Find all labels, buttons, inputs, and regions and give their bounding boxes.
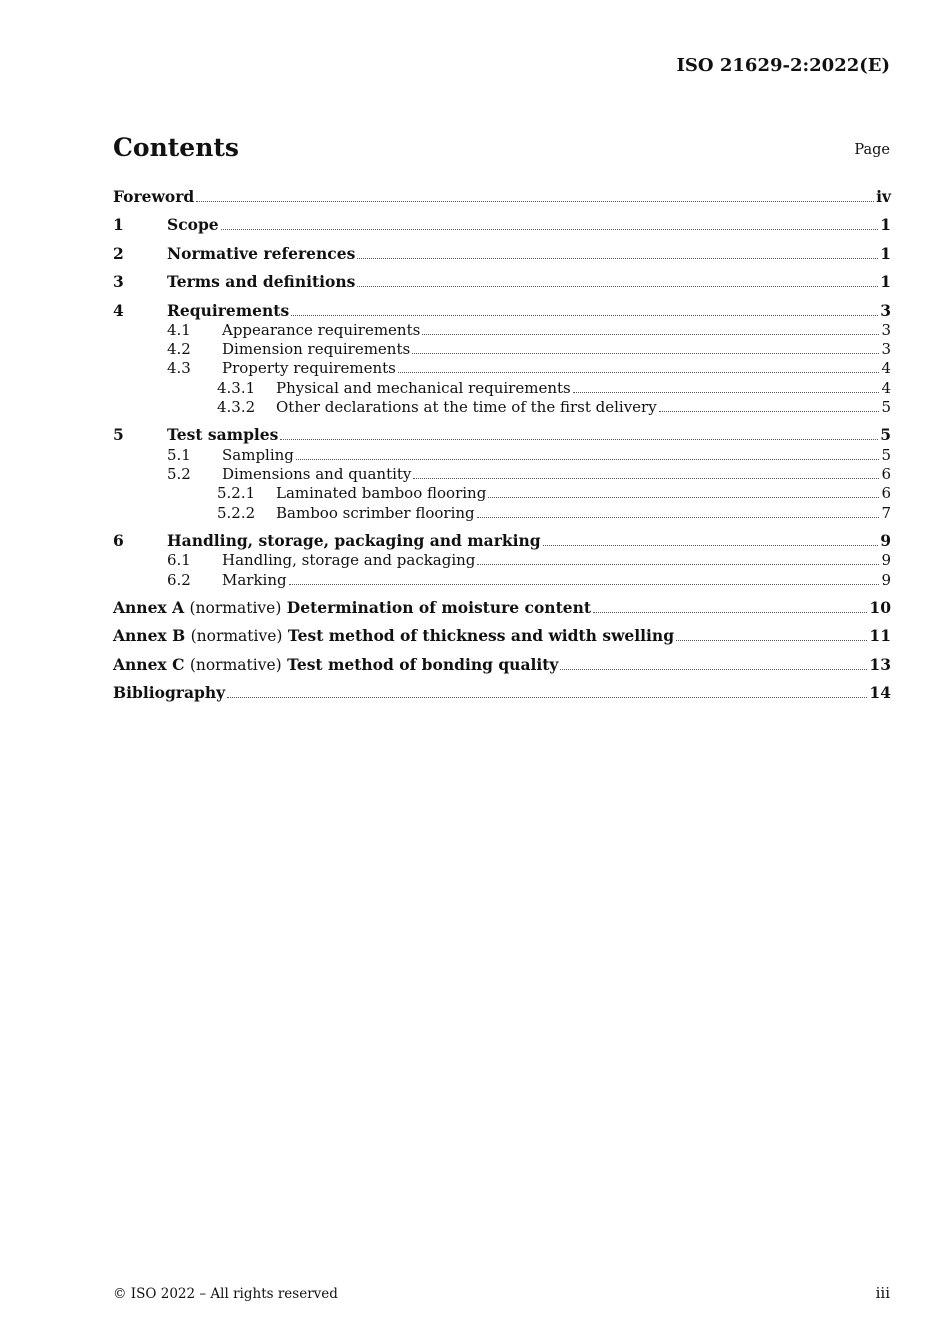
dot-leader [543, 544, 879, 546]
toc-entry-title: Laminated bamboo flooring [276, 484, 487, 502]
toc-entry[interactable] [113, 214, 891, 234]
toc-entry[interactable] [113, 463, 891, 483]
toc-entry-number: 4.1 [167, 321, 191, 339]
annex-type: (normative) [189, 599, 282, 617]
page-column-label: Page [854, 142, 890, 158]
toc-entry-title: Handling, storage, packaging and marking [167, 531, 541, 550]
toc-entry[interactable] [113, 682, 891, 702]
dot-leader [477, 563, 879, 565]
contents-title: Contents [113, 133, 240, 162]
toc-entry-title: Handling, storage and packaging [222, 551, 476, 569]
toc-entry-page: 3 [881, 321, 891, 339]
toc-entry-number: 4.3 [167, 359, 191, 377]
dot-leader [477, 516, 880, 518]
dot-leader [659, 410, 880, 412]
annex-label: Annex C [113, 655, 185, 674]
toc-entry[interactable] [113, 338, 891, 358]
toc-entry[interactable] [113, 300, 891, 320]
toc-entry-title: Other declarations at the time of the first delivery [276, 398, 657, 416]
toc-entry[interactable] [113, 502, 891, 522]
toc-entry-title: Marking [222, 571, 287, 589]
toc-entry-number: 2 [113, 244, 124, 263]
toc-annex-title [113, 656, 558, 674]
annex-type: (normative) [189, 656, 282, 674]
toc-entry-title: Requirements [167, 301, 290, 320]
toc-entry-page: 5 [881, 398, 891, 416]
toc-entry[interactable] [113, 530, 891, 550]
toc-entry[interactable] [113, 549, 891, 569]
dot-leader [289, 583, 880, 585]
dot-leader [196, 200, 874, 202]
dot-leader [573, 391, 880, 393]
toc-entry[interactable] [113, 243, 891, 263]
toc-entry-number: 6.2 [167, 571, 191, 589]
dot-leader [488, 496, 879, 498]
toc-entry-title: Test samples [167, 425, 279, 444]
dot-leader [422, 333, 879, 335]
annex-title: Determination of moisture content [286, 598, 592, 617]
copyright-notice: © ISO 2022 – All rights reserved [113, 1286, 338, 1302]
dot-leader [560, 668, 867, 670]
dot-leader [413, 477, 879, 479]
dot-leader [398, 371, 880, 373]
toc-entry-page: iv [876, 187, 891, 206]
toc-entry-number: 4.3.2 [217, 398, 256, 416]
toc-entry[interactable] [113, 271, 891, 291]
toc-entry-title: Property requirements [222, 359, 396, 377]
toc-entry-title: Bibliography [113, 683, 226, 702]
toc-entry-page: 14 [869, 683, 891, 702]
toc-entry-title: Appearance requirements [222, 321, 421, 339]
toc-entry[interactable] [113, 424, 891, 444]
toc-entry-number: 6 [113, 531, 124, 550]
toc-entry-number: 1 [113, 215, 124, 234]
toc-entry-page: 6 [881, 465, 891, 483]
toc-entry-number: 3 [113, 272, 124, 291]
toc-entry-title: Normative references [167, 244, 356, 263]
dot-leader [357, 257, 878, 259]
toc-entry-page: 3 [881, 340, 891, 358]
dot-leader [296, 458, 880, 460]
toc-entry-number: 5.2.1 [217, 484, 256, 502]
toc-entry-page: 5 [880, 425, 891, 444]
toc-entry-page: 4 [881, 379, 891, 397]
toc-entry[interactable] [113, 444, 891, 464]
toc-entry-page: 13 [869, 655, 891, 674]
toc-annex-title [113, 599, 591, 617]
toc-entry-title: Physical and mechanical requirements [276, 379, 571, 397]
toc-entry-title: Sampling [222, 446, 294, 464]
annex-title: Test method of bonding quality [287, 655, 559, 674]
dot-leader [280, 438, 878, 440]
toc-entry[interactable] [113, 482, 891, 502]
toc-entry[interactable] [113, 569, 891, 589]
toc-entry-page: 9 [881, 571, 891, 589]
toc-entry-title: Terms and definitions [167, 272, 356, 291]
toc-entry-page: 7 [881, 504, 891, 522]
toc-entry-title: Bamboo scrimber flooring [276, 504, 475, 522]
toc-entry-page: 3 [880, 301, 891, 320]
toc-entry-page: 11 [869, 626, 891, 645]
toc-entry-page: 9 [880, 531, 891, 550]
toc-entry-number: 4 [113, 301, 124, 320]
dot-leader [357, 285, 878, 287]
toc-entry-number: 4.2 [167, 340, 191, 358]
dot-leader [412, 352, 879, 354]
toc-entry-number: 5.2.2 [217, 504, 256, 522]
toc-entry[interactable] [113, 654, 891, 674]
toc-entry-page: 1 [880, 215, 891, 234]
toc-entry-page: 9 [881, 551, 891, 569]
toc-entry-number: 6.1 [167, 551, 191, 569]
toc-annex-title [113, 627, 674, 645]
toc-entry-page: 6 [881, 484, 891, 502]
toc-entry[interactable] [113, 357, 891, 377]
toc-entry[interactable] [113, 625, 891, 645]
toc-entry-number: 5.1 [167, 446, 191, 464]
toc-entry-title: Foreword [113, 187, 195, 206]
dot-leader [227, 696, 867, 698]
document-id: ISO 21629-2:2022(E) [676, 55, 890, 76]
toc-entry-page: 1 [880, 272, 891, 291]
toc-entry-page: 10 [869, 598, 891, 617]
annex-type: (normative) [190, 627, 283, 645]
dot-leader [221, 228, 879, 230]
annex-label: Annex B [113, 626, 186, 645]
annex-label: Annex A [113, 598, 185, 617]
toc-entry[interactable] [113, 377, 891, 397]
toc-entry-number: 5.2 [167, 465, 191, 483]
toc-entry-number: 4.3.1 [217, 379, 256, 397]
toc-entry[interactable] [113, 319, 891, 339]
dot-leader [676, 639, 867, 641]
toc-entry-title: Dimension requirements [222, 340, 411, 358]
toc-entry-number: 5 [113, 425, 124, 444]
toc-entry[interactable] [113, 186, 891, 206]
toc-entry[interactable] [113, 396, 891, 416]
toc-entry-page: 4 [881, 359, 891, 377]
page-number: iii [875, 1284, 890, 1302]
toc-entry-title: Scope [167, 215, 219, 234]
dot-leader [291, 314, 878, 316]
dot-leader [593, 611, 867, 613]
toc-entry-page: 1 [880, 244, 891, 263]
toc-entry[interactable] [113, 597, 891, 617]
toc-entry-page: 5 [881, 446, 891, 464]
annex-title: Test method of thickness and width swelling [287, 626, 675, 645]
toc-entry-title: Dimensions and quantity [222, 465, 412, 483]
